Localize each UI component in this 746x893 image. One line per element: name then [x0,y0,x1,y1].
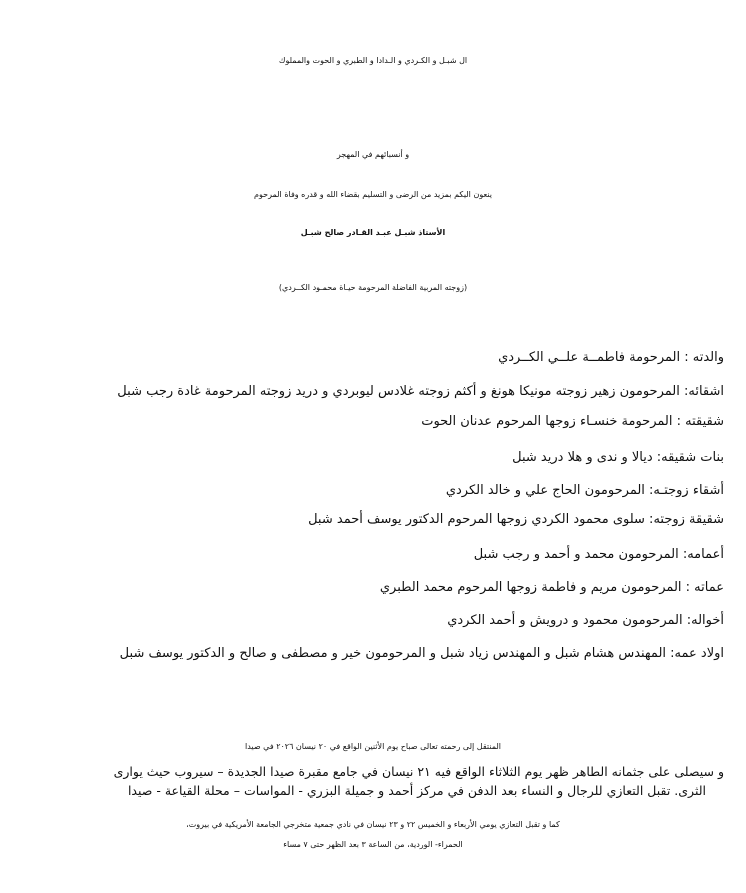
kin-line: و أنسبائهم في المهجر [336,150,410,159]
families-heading: ال شبـل و الكـردي و الـدادا و الطبري و الحوت والمملوك [278,56,468,65]
announcement-line: ينعون اليكم بمزيد من الرضى و التسليم بقضاء الله و قدره وفاة المرحوم [254,190,492,199]
relative-nieces: بنات شقيقه: ديالا و ندى و هلا دريد شبل [512,450,724,465]
relative-sister: شقيقته : المرحومة خنسـاء زوجها المرحوم عدنان الحوت [421,414,724,429]
funeral-line-1: المنتقل إلى رحمته تعالى صباح يوم الأثنين الواقع في ٢٠ نيسان ٢٠٢٦ في صيدا [244,742,502,751]
relative-paternal-uncles: أعمامه: المرحومون محمد و أحمد و رجب شبل [473,547,724,562]
deceased-name: الأستاذ شبـل عبـد القـادر صالح شبـل [300,228,446,237]
funeral-line-3: الثرى. تقبل التعازي للرجال و النساء بعد الدفن في مركز أحمد و جميلة البزري - المواسات – محلة القياعة - صيدا [127,783,706,798]
funeral-line-2: و سيصلى على جثمانه الطاهر ظهر يوم الثلاثاء الواقع فيه ٢١ نيسان في جامع مقبرة صيدا الجديدة – سيروب حيث يوارى [113,764,724,779]
relative-brothers: اشقائه: المرحومون زهير زوجته مونيكا هونغ و أكثم زوجته غلادس ليوبردي و دريد زوجته المرحومة غادة رجب شبل [117,384,724,399]
relative-maternal-uncles: أخواله: المرحومون محمود و درويش و أحمد الكردي [447,613,724,628]
relative-paternal-aunts: عماته : المرحومون مريم و فاطمة زوجها المرحوم محمد الطبري [379,580,724,595]
wife-line: (زوجته المربية الفاضلة المرحومة حيـاة محمـود الكــردي) [278,283,468,292]
condolences-line-2: الحمراء- الوردية، من الساعة ٣ بعد الظهر حتى ٧ مساء [283,840,463,849]
relative-mother: والدته : المرحومة فاطمــة علــي الكــردي [498,350,724,365]
condolences-line-1: كما و تقبل التعازي يومي الأربعاء و الخميس ٢٢ و ٢٣ نيسان في نادي جمعية متخرجي الجامعة الأمريكية في بيروت، [186,820,560,829]
relative-wife-sister: شقيقة زوجته: سلوى محمود الكردي زوجها المرحوم الدكتور يوسف أحمد شبل [308,512,724,527]
relative-wife-brothers: أشقاء زوجتـه: المرحومون الحاج علي و خالد الكردي [445,483,724,498]
relative-cousins: اولاد عمه: المهندس هشام شبل و المهندس زياد شبل و المرحومون خير و مصطفى و صالح و الدكتور يوسف شبل [119,646,724,661]
